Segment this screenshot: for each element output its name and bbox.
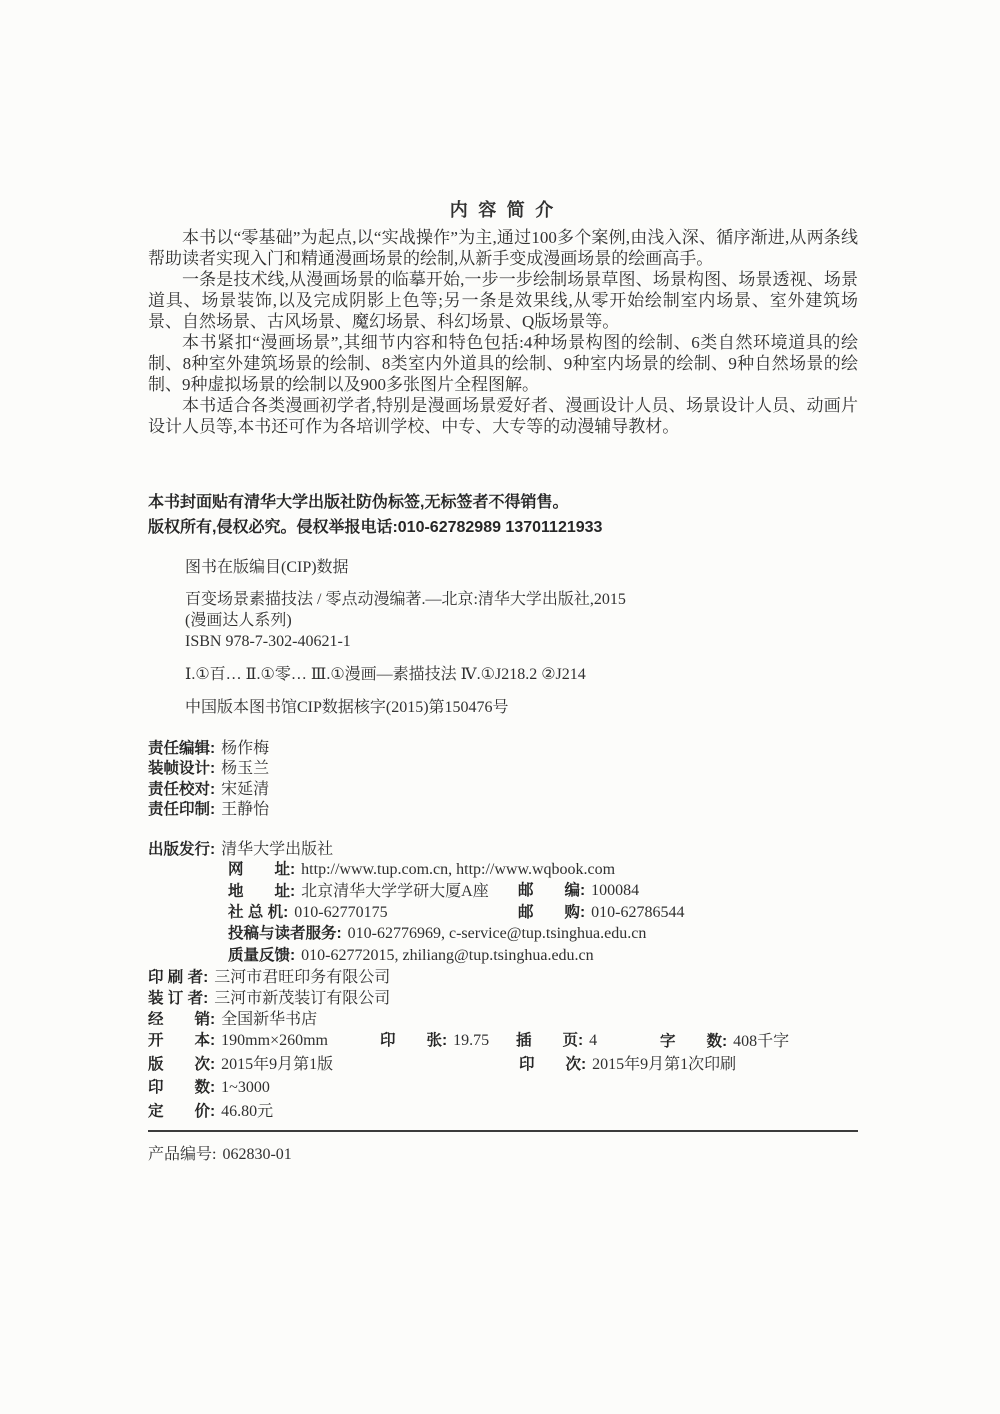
quality-feedback-row xyxy=(228,943,858,964)
price-row xyxy=(148,1098,858,1119)
publisher-row xyxy=(148,836,858,859)
format-label: 开 本: xyxy=(148,1032,216,1049)
binder-label: 装 订 者: xyxy=(148,990,209,1007)
price-label: 定 价: xyxy=(148,1103,216,1120)
impression-label: 印 次: xyxy=(519,1056,587,1073)
distributor-value: 全国新华书店 xyxy=(221,1011,318,1028)
staff-value: 王静怡 xyxy=(221,801,270,819)
staff-row-print-supervisor xyxy=(148,800,858,820)
address-row xyxy=(228,878,858,899)
quality-feedback-contact: 010-62772015, zhiliang@tup.tsinghua.edu.cn xyxy=(301,946,594,964)
divider-rule xyxy=(148,1130,858,1132)
staff-label: 责任印制: xyxy=(148,801,216,819)
sheets-label: 印 张: xyxy=(380,1032,448,1049)
print-run-row xyxy=(148,1075,858,1096)
sheets-value: 19.75 xyxy=(453,1032,490,1049)
inserts-value: 4 xyxy=(589,1032,598,1049)
staff-row-editor xyxy=(148,739,858,759)
format-row xyxy=(148,1028,858,1049)
staff-row-designer xyxy=(148,759,858,779)
staff-list xyxy=(148,739,858,821)
print-run-value: 1~3000 xyxy=(221,1079,270,1096)
publisher-details xyxy=(228,857,858,964)
distributor-label: 经 销: xyxy=(148,1011,216,1028)
mail-order-phone: 010-62786544 xyxy=(591,903,685,921)
cip-series: (漫画达人系列) xyxy=(185,612,292,629)
anti-piracy-notice xyxy=(148,491,858,540)
product-code-label: 产品编号: xyxy=(148,1146,217,1163)
staff-label: 装帧设计: xyxy=(148,760,216,778)
price-value: 46.80元 xyxy=(221,1103,274,1120)
staff-value: 宋延清 xyxy=(221,780,270,798)
cip-title-line: 百变场景素描技法 / 零点动漫编著.—北京:清华大学出版社,2015 xyxy=(185,591,626,608)
postcode-pair xyxy=(518,878,639,900)
format-value: 190mm×260mm xyxy=(221,1032,328,1049)
quality-feedback-label: 质量反馈: xyxy=(228,946,296,964)
intro-paragraph: 本书适合各类漫画初学者,特别是漫画场景爱好者、漫画设计人员、场景设计人员、动画片设计人员等,本书还可作为各培训学校、中专、大专等的动漫辅导教材。 xyxy=(148,396,858,436)
publisher-label: 出版发行: xyxy=(148,841,216,858)
printer-row xyxy=(148,964,858,985)
distributor-row xyxy=(148,1006,858,1027)
print-run-label: 印 数: xyxy=(148,1079,216,1096)
staff-label: 责任编辑: xyxy=(148,740,216,757)
address-label: 地 址: xyxy=(228,883,296,901)
website-label: 网 址: xyxy=(228,861,296,878)
postcode-value: 100084 xyxy=(591,882,640,900)
cip-isbn: ISBN 978-7-302-40621-1 xyxy=(185,633,351,650)
printer-value: 三河市君旺印务有限公司 xyxy=(214,969,391,986)
word-count-value: 408千字 xyxy=(733,1033,790,1050)
intro-paragraph: 本书紧扣“漫画场景”,其细节内容和特色包括:4种场景构图的绘制、6类自然环境道具的绘制、8种室外建筑场景的绘制、8类室内外道具的绘制、9种室内场景的绘制、9种自然场景的绘制、9种虚拟场景的绘制以及900多张图片全程图解。 xyxy=(148,333,858,394)
edition-value: 2015年9月第1版 xyxy=(221,1056,334,1073)
edition-label: 版 次: xyxy=(148,1056,216,1073)
postcode-label: 邮 编: xyxy=(518,882,586,900)
cip-header: 图书在版编目(CIP)数据 xyxy=(185,559,349,576)
staff-value: 杨玉兰 xyxy=(221,760,270,778)
publisher-name: 清华大学出版社 xyxy=(221,841,334,858)
anti-piracy-line: 本书封面贴有清华大学出版社防伪标签,无标签者不得销售。 xyxy=(148,494,569,511)
staff-value: 杨作梅 xyxy=(221,740,270,757)
edition-row xyxy=(148,1051,858,1072)
intro-paragraph: 一条是技术线,从漫画场景的临摹开始,一步一步绘制场景草图、场景构图、场景透视、场景道具、场景装饰,以及完成阴影上色等;另一条是效果线,从零开始绘制室内场景、室外建筑场景、自然场景、古风场景、魔幻场景、科幻场景、Q版场景等。 xyxy=(148,270,858,331)
word-count-label: 字 数: xyxy=(660,1033,728,1050)
anti-piracy-line: 版权所有,侵权必究。侵权举报电话:010-62782989 13701121933 xyxy=(148,518,603,536)
website-urls: http://www.tup.com.cn, http://www.wqbook.com xyxy=(301,861,616,878)
cip-record-number: 中国版本图书馆CIP数据核字(2015)第150476号 xyxy=(185,699,509,716)
switchboard-label: 社 总 机: xyxy=(228,903,289,921)
reader-service-contact: 010-62776969, c-service@tup.tsinghua.edu.cn xyxy=(347,925,647,943)
inserts-label: 插 页: xyxy=(516,1032,584,1049)
impression-value: 2015年9月第1次印刷 xyxy=(592,1056,737,1073)
website-row xyxy=(228,857,858,878)
intro-paragraphs xyxy=(148,227,858,437)
switchboard-phone: 010-62770175 xyxy=(294,903,388,921)
page-title: 内 容 简 介 xyxy=(449,200,557,220)
address-value: 北京清华大学学研大厦A座 xyxy=(301,883,489,901)
intro-paragraph: 本书以“零基础”为起点,以“实战操作”为主,通过100多个案例,由浅入深、循序渐进,从两条线帮助读者实现入门和精通漫画场景的绘制,从新手变成漫画场景的绘画高手。 xyxy=(148,228,858,268)
staff-label: 责任校对: xyxy=(148,780,216,798)
product-code-row xyxy=(148,1141,858,1164)
binder-row xyxy=(148,985,858,1006)
mail-order-label: 邮 购: xyxy=(518,903,586,921)
staff-row-proofreader xyxy=(148,780,858,800)
cip-classification: Ⅰ.①百… Ⅱ.①零… Ⅲ.①漫画—素描技法 Ⅳ.①J218.2 ②J214 xyxy=(185,666,586,683)
product-code-value: 062830-01 xyxy=(222,1146,292,1163)
switchboard-row xyxy=(228,900,858,921)
mail-order-pair xyxy=(518,900,685,922)
reader-service-row xyxy=(228,921,858,942)
reader-service-label: 投稿与读者服务: xyxy=(228,925,342,943)
printer-label: 印 刷 者: xyxy=(148,969,209,986)
binder-value: 三河市新茂装订有限公司 xyxy=(214,990,391,1007)
